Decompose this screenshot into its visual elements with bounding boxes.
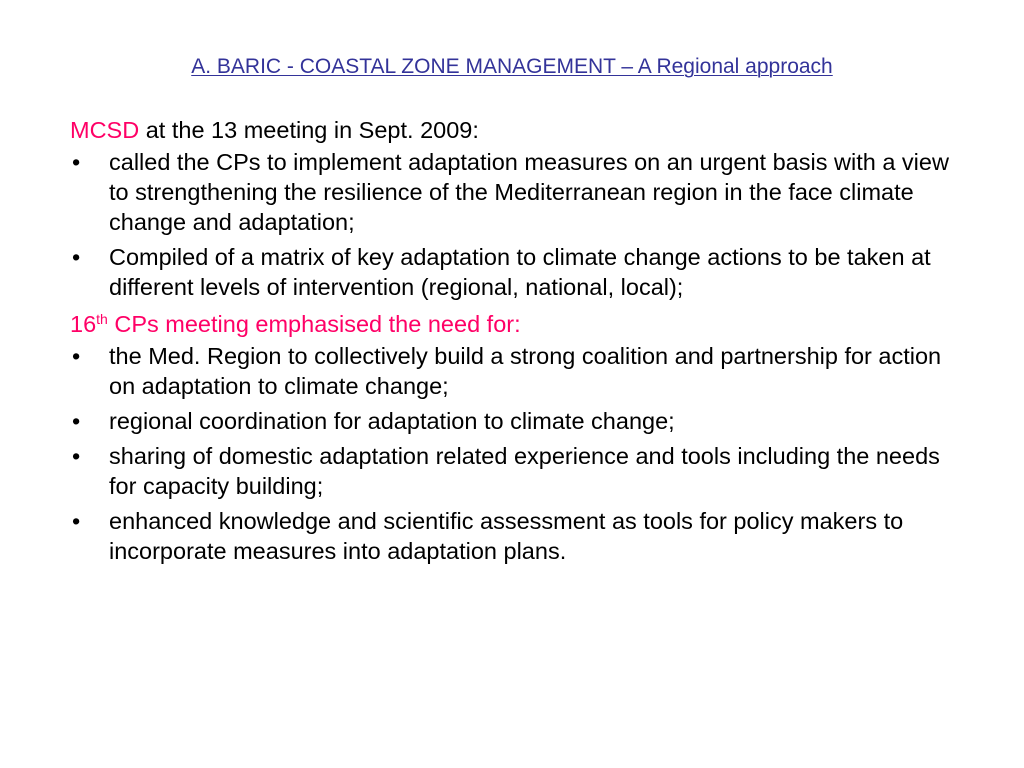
bullet-text: enhanced knowledge and scientific assessment as tools for policy makers to incorporate measures into adaptation plans. [109,508,904,564]
bullet-icon: • [72,149,81,175]
bullet-text: the Med. Region to collectively build a strong coalition and partnership for action on adaptation to climate change; [109,343,942,399]
heading-accent-mcsd: MCSD [70,117,140,143]
slide-title: A. BARIC - COASTAL ZONE MANAGEMENT – A Regional approach [191,55,833,78]
section-heading-mcsd [70,113,970,147]
bullet-icon: • [72,343,81,369]
slide-body [70,113,970,571]
heading-superscript: th [96,311,108,327]
list-item [70,341,970,401]
heading-text-mcsd: at the 13 meeting in Sept. 2009: [139,117,479,143]
heading-number: 16 [70,311,97,337]
bullet-text: called the CPs to implement adaptation measures on an urgent basis with a view to strengthening the resilience of the Mediterranean region in the face climate change and adaptation; [109,149,949,235]
heading-text-16th: CPs meeting emphasised the need for: [107,311,521,337]
bullet-icon: • [72,508,81,534]
bullet-icon: • [72,244,81,270]
bullet-text: regional coordination for adaptation to climate change; [109,408,675,434]
section-heading-16th [70,307,970,341]
list-item [70,506,970,566]
list-item [70,441,970,501]
bullet-text: Compiled of a matrix of key adaptation to climate change actions to be taken at different levels of intervention (regional, national, local); [109,244,931,300]
list-item [70,406,970,436]
bullet-list-mcsd [70,147,970,302]
list-item [70,242,970,302]
list-item [70,147,970,237]
bullet-list-16th [70,341,970,566]
bullet-icon: • [72,443,81,469]
bullet-text: sharing of domestic adaptation related experience and tools including the needs for capacity building; [109,443,940,499]
bullet-icon: • [72,408,81,434]
